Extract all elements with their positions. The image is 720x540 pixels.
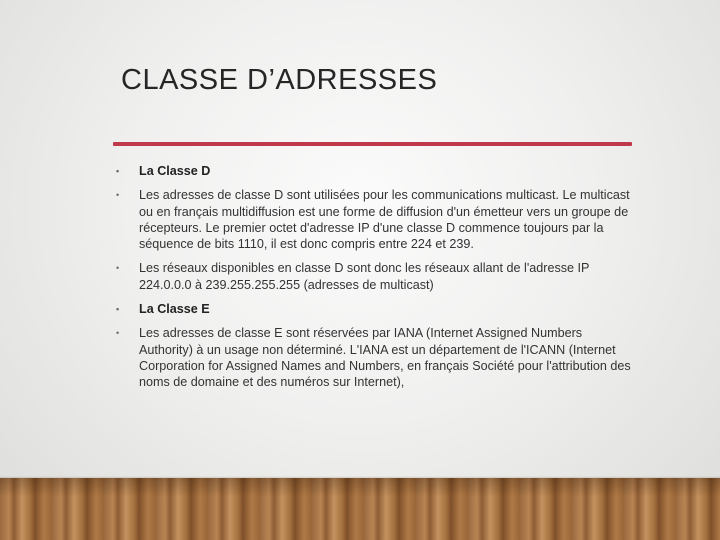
bullet-icon: • xyxy=(116,328,120,339)
bullet-item-class-d-heading xyxy=(113,163,633,179)
bullet-item-class-e-description xyxy=(113,325,633,390)
bullet-text: Les adresses de classe E sont réservées par IANA (Internet Assigned Numbers Authority) à un usage non déterminé. L'IANA est un département de l'ICANN (Internet Corporation for Assigned Names and Numbers, en français Société pour l'attribution des noms de domaine et des numéros sur Internet), xyxy=(139,326,631,390)
bullet-list xyxy=(113,163,633,399)
bullet-icon: • xyxy=(116,263,120,274)
bullet-text: Les adresses de classe D sont utilisées pour les communications multicast. Le multicast ou en français multidiffusion est une forme de diffusion d'un émetteur vers un groupe de récepteurs. Le premier octet d'adresse IP d'une classe D commence toujours par la séquence de bits 1110, il est donc compris entre 224 et 239. xyxy=(139,188,630,252)
title-underline xyxy=(113,142,632,146)
bullet-item-class-d-description xyxy=(113,187,633,252)
bullet-text: La Classe D xyxy=(139,164,211,178)
bullet-item-class-d-range xyxy=(113,260,633,293)
wooden-floor-decoration xyxy=(0,478,720,540)
bullet-icon: • xyxy=(116,166,120,176)
slide-title: CLASSE D’ADRESSES xyxy=(121,64,438,96)
bullet-text: La Classe E xyxy=(139,302,210,317)
bullet-icon: • xyxy=(116,304,120,315)
bullet-icon: • xyxy=(116,190,120,201)
bullet-item-class-e-heading xyxy=(113,301,633,317)
bullet-text: Les réseaux disponibles en classe D sont donc les réseaux allant de l'adresse IP 224.0.0.0 à 239.255.255.255 (adresses de multicast) xyxy=(139,261,590,292)
